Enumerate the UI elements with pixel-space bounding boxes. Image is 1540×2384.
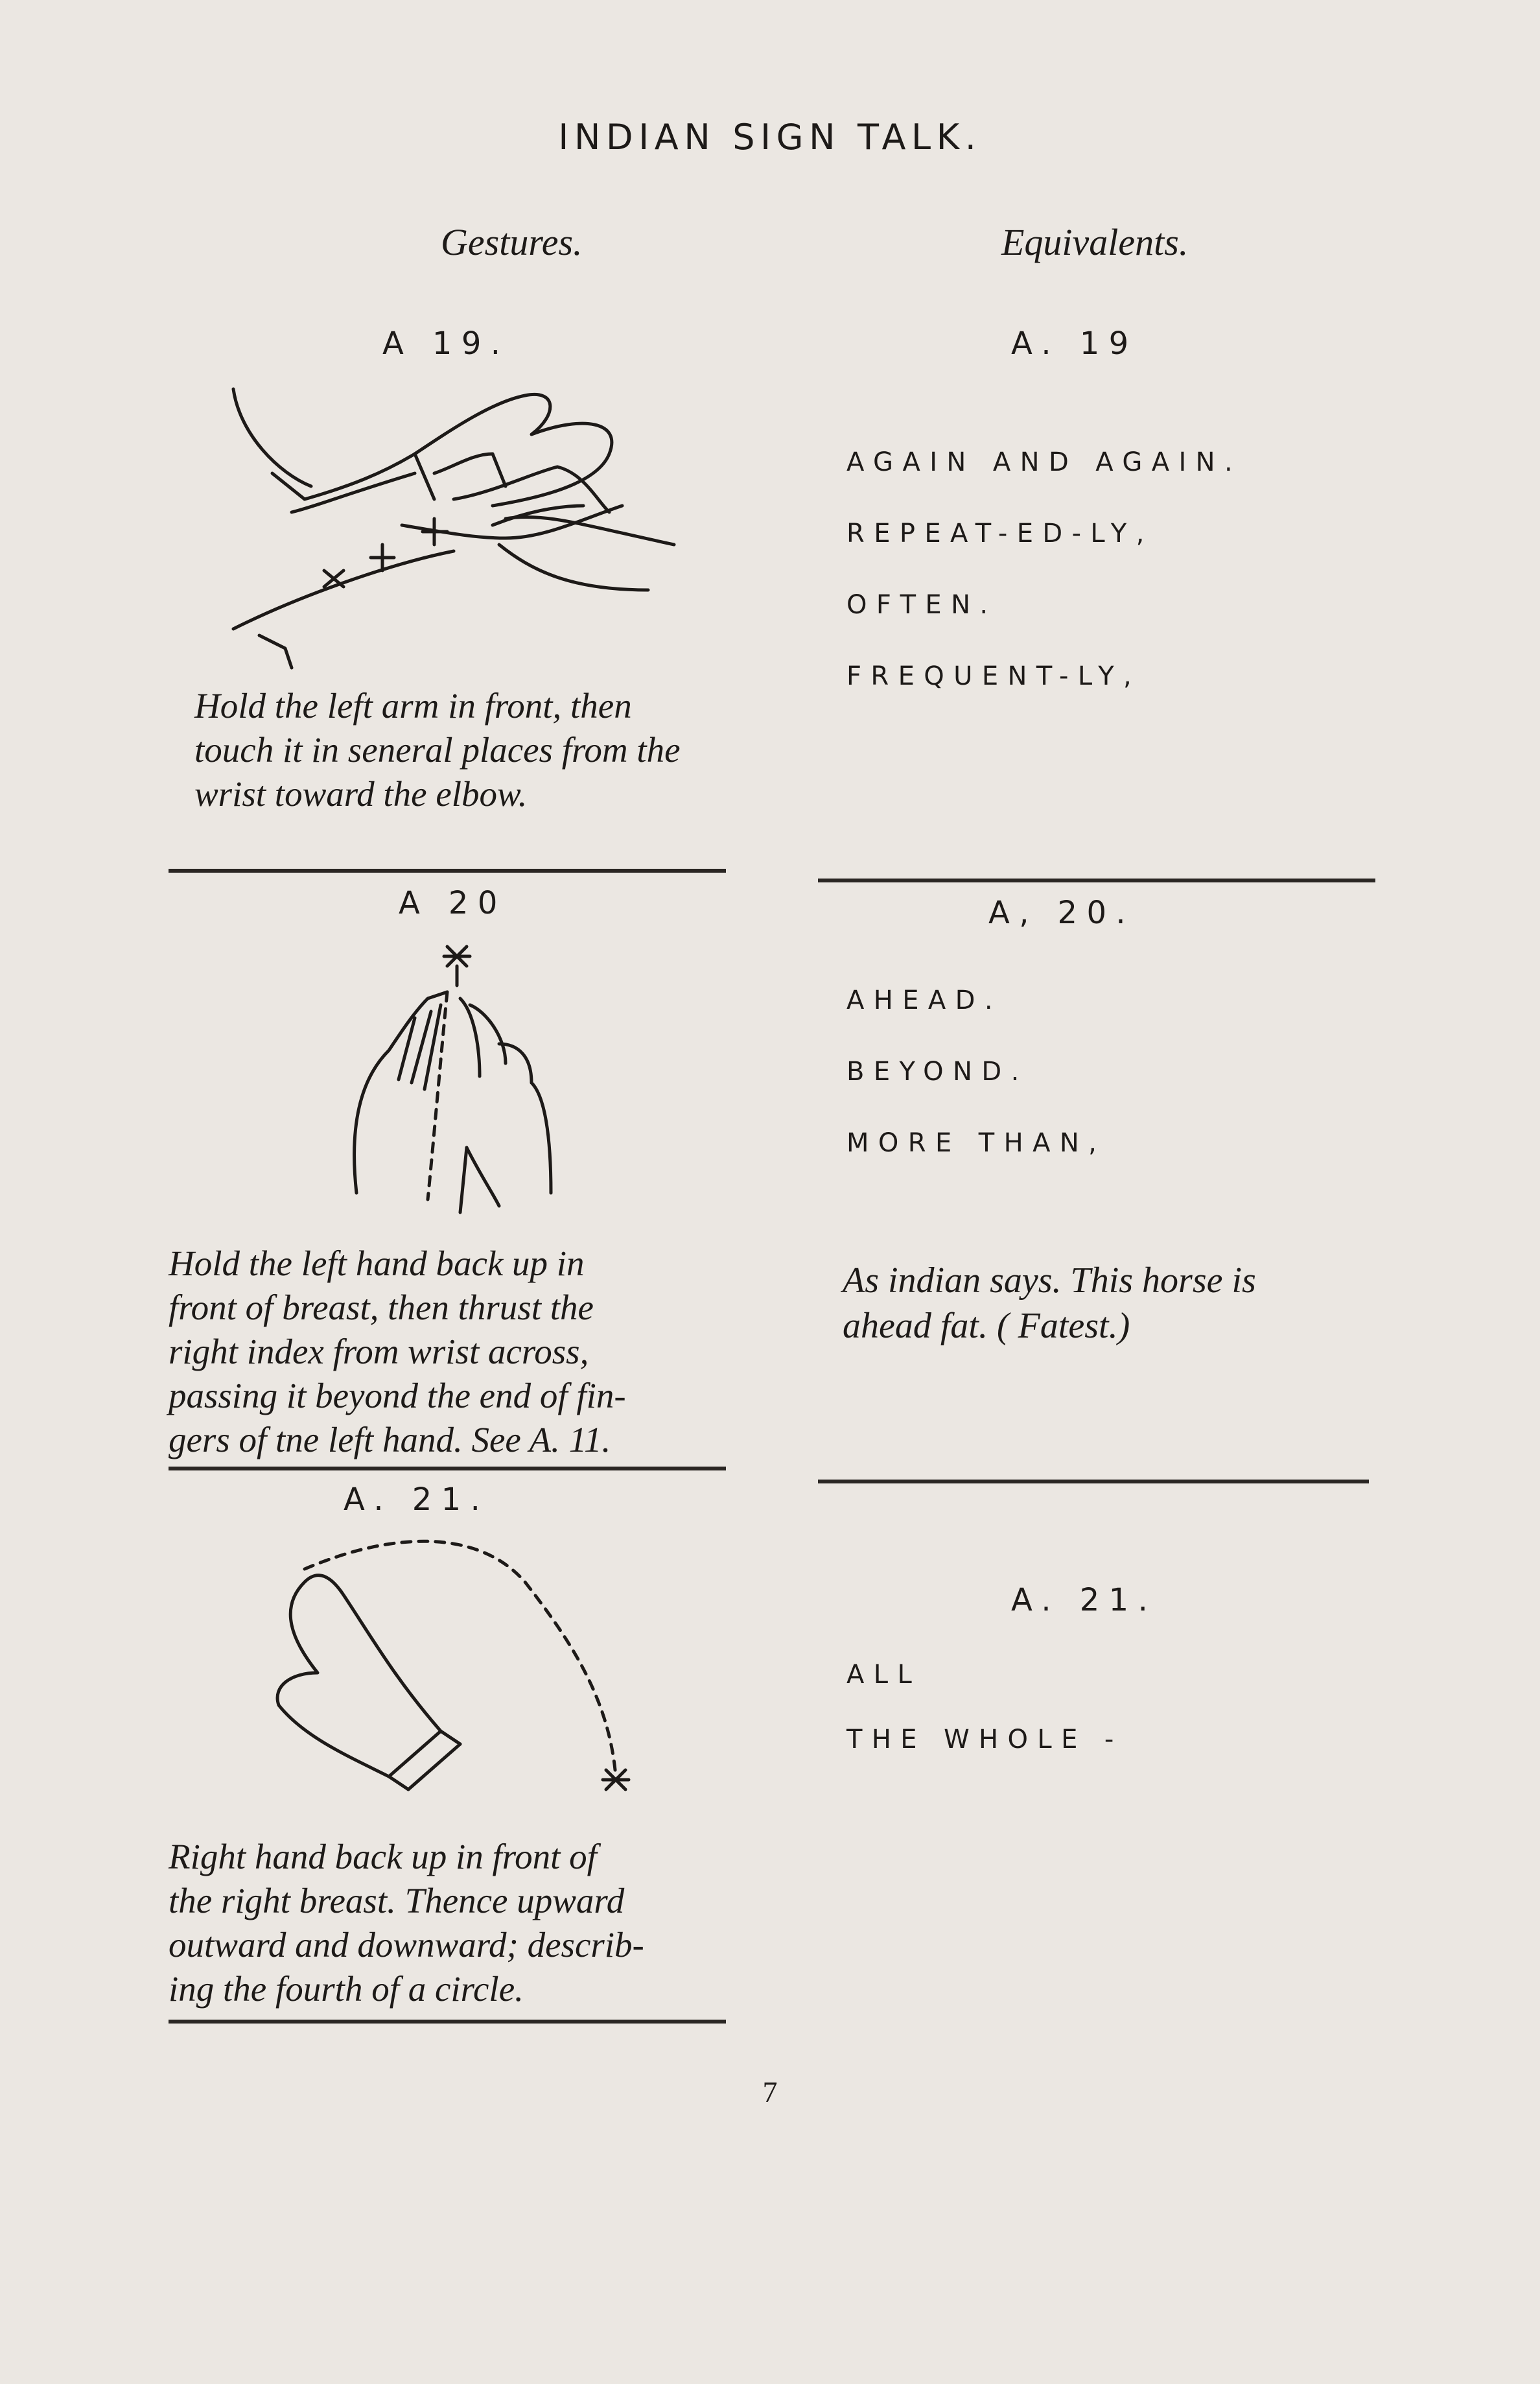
equivalent-item: REPEAT-ED-LY,: [846, 519, 1154, 549]
divider-rule: [818, 1480, 1369, 1483]
gesture-label-a19: A 19.: [382, 325, 510, 362]
page-number: 7: [762, 2075, 778, 2108]
description-line: passing it beyond the end of fin-: [169, 1376, 626, 1415]
description-line: wrist toward the elbow.: [194, 774, 528, 814]
description-a19: [194, 684, 732, 816]
description-line: outward and downward; describ-: [169, 1925, 644, 1965]
equivalent-item: MORE THAN,: [846, 1128, 1106, 1158]
divider-rule: [169, 869, 726, 873]
equiv-label-a19: A. 19: [1011, 325, 1138, 362]
equivalent-item: AHEAD.: [846, 985, 1002, 1015]
description-line: gers of tne left hand. See A. 11.: [169, 1420, 611, 1459]
equivalent-item: AGAIN AND AGAIN.: [846, 447, 1242, 477]
equivalent-item: THE WHOLE -: [846, 1725, 1123, 1754]
note-a20: [843, 1258, 1381, 1349]
equivalent-item: ALL: [846, 1660, 922, 1690]
divider-rule: [169, 2020, 726, 2024]
running-title: INDIAN SIGN TALK.: [558, 117, 982, 158]
description-line: touch it in seneral places from the: [194, 730, 681, 770]
arm-touch-figure-icon: [220, 376, 687, 674]
note-line: As indian says. This horse is: [843, 1260, 1256, 1301]
description-line: right index from wrist across,: [169, 1332, 589, 1371]
description-line: the right breast. Thence upward: [169, 1881, 625, 1920]
description-line: Hold the left hand back up in: [169, 1244, 585, 1283]
equivalents-heading: Equivalents.: [1001, 221, 1189, 263]
equiv-label-a21: A. 21.: [1011, 1582, 1158, 1618]
equiv-label-a20: A, 20.: [988, 895, 1136, 931]
gesture-label-a21: A. 21.: [344, 1481, 490, 1518]
description-line: Hold the left arm in front, then: [194, 686, 632, 726]
note-line: ahead fat. ( Fatest.): [843, 1306, 1130, 1346]
gesture-label-a20: A 20: [399, 885, 507, 921]
description-line: front of breast, then thrust the: [169, 1288, 594, 1327]
equivalent-item: BEYOND.: [846, 1057, 1029, 1087]
crossing-hands-figure-icon: [337, 940, 583, 1225]
description-line: Right hand back up in front of: [169, 1837, 597, 1876]
description-a21: [169, 1835, 732, 2011]
description-line: ing the fourth of a circle.: [169, 1969, 524, 2009]
equivalent-item: FREQUENT-LY,: [846, 661, 1141, 691]
divider-rule: [818, 879, 1375, 882]
description-a20: [169, 1242, 732, 1462]
gestures-heading: Gestures.: [441, 221, 583, 263]
equivalent-item: OFTEN.: [846, 590, 998, 620]
arc-hand-figure-icon: [266, 1530, 668, 1815]
divider-rule: [169, 1467, 726, 1470]
